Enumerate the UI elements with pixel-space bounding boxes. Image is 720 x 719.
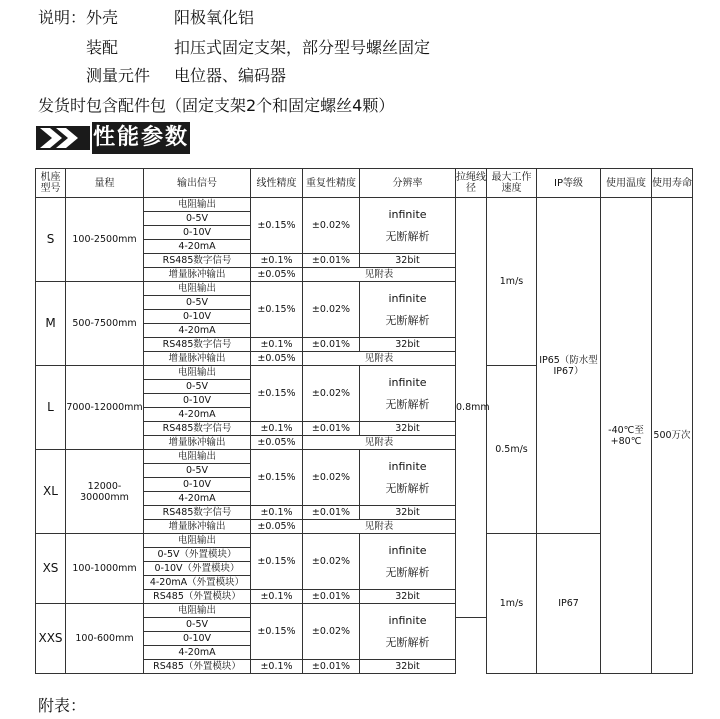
linear-cell: ±0.15%: [251, 534, 303, 590]
range-cell: 100-600mm: [66, 604, 144, 674]
linear-cell: ±0.05%: [251, 352, 303, 366]
repeat-cell: ±0.02%: [303, 604, 360, 660]
linear-cell: ±0.15%: [251, 282, 303, 338]
pulse-note-cell: 见附表: [303, 520, 456, 534]
speed-cell: 0.5m/s: [487, 366, 537, 534]
output-cell: 电阻输出: [144, 282, 251, 296]
model-cell: M: [36, 282, 66, 366]
output-cell: 电阻输出: [144, 604, 251, 618]
repeat-cell: ±0.01%: [303, 660, 360, 674]
output-cell: 增量脉冲输出: [144, 268, 251, 282]
speed-cell: 1m/s: [487, 534, 537, 674]
header-life: 使用寿命: [652, 169, 693, 198]
pulse-note-cell: 见附表: [303, 352, 456, 366]
header-speed: 最大工作速度: [487, 169, 537, 198]
pulse-note-cell: 见附表: [303, 436, 456, 450]
output-cell: 0-10V: [144, 478, 251, 492]
resolution-infinite: infinite: [388, 375, 427, 389]
range-cell: 7000-12000mm: [66, 366, 144, 450]
section-title: 性能参数: [92, 122, 190, 154]
rope-cell: 0.8mm: [456, 198, 487, 618]
output-cell: 4-20mA（外置模块）: [144, 576, 251, 590]
repeat-cell: ±0.02%: [303, 198, 360, 254]
output-cell: 0-10V（外置模块）: [144, 562, 251, 576]
bits-cell: 32bit: [360, 590, 456, 604]
resolution-stepless: 无断解析: [385, 635, 430, 649]
output-cell: 0-10V: [144, 310, 251, 324]
header-rope: 拉绳线径: [456, 169, 487, 198]
output-cell: 0-10V: [144, 226, 251, 240]
output-cell: 电阻输出: [144, 450, 251, 464]
linear-cell: ±0.15%: [251, 604, 303, 660]
range-cell: 100-1000mm: [66, 534, 144, 604]
repeat-cell: ±0.01%: [303, 590, 360, 604]
linear-cell: ±0.1%: [251, 254, 303, 268]
range-cell: 500-7500mm: [66, 282, 144, 366]
resolution-stepless: 无断解析: [385, 481, 430, 495]
header-range: 量程: [66, 169, 144, 198]
output-cell: 0-5V: [144, 380, 251, 394]
output-cell: 4-20mA: [144, 492, 251, 506]
intro-line-element: [86, 66, 287, 86]
resolution-stepless: 无断解析: [385, 565, 430, 579]
resolution-cell: [360, 198, 456, 254]
resolution-cell: [360, 282, 456, 338]
resolution-infinite: infinite: [388, 291, 427, 305]
repeat-cell: ±0.02%: [303, 450, 360, 506]
resolution-infinite: infinite: [388, 613, 427, 627]
header-temp: 使用温度: [601, 169, 652, 198]
resolution-stepless: 无断解析: [385, 229, 430, 243]
model-cell: S: [36, 198, 66, 282]
output-cell: 增量脉冲输出: [144, 436, 251, 450]
appendix-label: 附表：: [38, 696, 87, 715]
element-label: 测量元件: [86, 66, 151, 85]
output-cell: RS485（外置模块）: [144, 660, 251, 674]
resolution-stepless: 无断解析: [385, 397, 430, 411]
linear-cell: ±0.1%: [251, 422, 303, 436]
output-cell: 0-5V: [144, 212, 251, 226]
spec-table: [35, 168, 693, 674]
output-cell: 0-10V: [144, 394, 251, 408]
repeat-cell: ±0.01%: [303, 422, 360, 436]
output-cell: 电阻输出: [144, 198, 251, 212]
range-cell: 12000-30000mm: [66, 450, 144, 534]
output-cell: 4-20mA: [144, 408, 251, 422]
linear-cell: ±0.15%: [251, 450, 303, 506]
life-cell: 500万次: [652, 198, 693, 674]
output-cell: 增量脉冲输出: [144, 352, 251, 366]
bits-cell: 32bit: [360, 254, 456, 268]
temp-cell: -40℃至+80℃: [601, 198, 652, 674]
repeat-cell: ±0.01%: [303, 338, 360, 352]
output-cell: RS485（外置模块）: [144, 590, 251, 604]
bits-cell: 32bit: [360, 506, 456, 520]
table-row: [36, 198, 693, 212]
linear-cell: ±0.15%: [251, 198, 303, 254]
element-value: 电位器、编码器: [174, 66, 287, 85]
housing-label: 说明：外壳: [38, 8, 119, 27]
output-cell: 0-10V: [144, 632, 251, 646]
output-cell: RS485数字信号: [144, 254, 251, 268]
model-cell: XXS: [36, 604, 66, 674]
speed-cell: 1m/s: [487, 198, 537, 366]
repeat-cell: ±0.01%: [303, 506, 360, 520]
double-chevron-icon: [36, 126, 90, 150]
header-row: [36, 169, 693, 198]
linear-cell: ±0.1%: [251, 338, 303, 352]
resolution-infinite: infinite: [388, 207, 427, 221]
bits-cell: 32bit: [360, 660, 456, 674]
header-model: 机座型号: [36, 169, 66, 198]
intro-line-housing: [38, 8, 255, 28]
output-cell: 0-5V（外置模块）: [144, 548, 251, 562]
linear-cell: ±0.1%: [251, 590, 303, 604]
output-cell: 0-5V: [144, 618, 251, 632]
intro-line-assembly: [86, 38, 431, 58]
housing-value: 阳极氧化铝: [174, 8, 255, 27]
resolution-cell: [360, 366, 456, 422]
resolution-stepless: 无断解析: [385, 313, 430, 327]
bits-cell: 32bit: [360, 422, 456, 436]
output-cell: 4-20mA: [144, 646, 251, 660]
output-cell: RS485数字信号: [144, 422, 251, 436]
resolution-cell: [360, 450, 456, 506]
model-cell: XL: [36, 450, 66, 534]
linear-cell: ±0.05%: [251, 436, 303, 450]
linear-cell: ±0.15%: [251, 366, 303, 422]
repeat-cell: ±0.02%: [303, 366, 360, 422]
repeat-cell: ±0.02%: [303, 534, 360, 590]
resolution-infinite: infinite: [388, 543, 427, 557]
output-cell: 0-5V: [144, 464, 251, 478]
linear-cell: ±0.05%: [251, 520, 303, 534]
output-cell: RS485数字信号: [144, 506, 251, 520]
output-cell: 增量脉冲输出: [144, 520, 251, 534]
output-cell: 4-20mA: [144, 240, 251, 254]
output-cell: 电阻输出: [144, 534, 251, 548]
assembly-label: 装配: [86, 38, 119, 57]
output-cell: 4-20mA: [144, 324, 251, 338]
header-ip: IP等级: [537, 169, 601, 198]
pulse-note-cell: 见附表: [303, 268, 456, 282]
linear-cell: ±0.1%: [251, 506, 303, 520]
resolution-cell: [360, 604, 456, 660]
model-cell: XS: [36, 534, 66, 604]
intro-line-package: 发货时包含配件包（固定支架2个和固定螺丝4颗）: [38, 96, 395, 115]
ip-cell: IP65（防水型IP67）: [537, 198, 601, 534]
header-output: 输出信号: [144, 169, 251, 198]
header-repeat: 重复性精度: [303, 169, 360, 198]
table-row: [36, 534, 693, 548]
assembly-value: 扣压式固定支架，部分型号螺丝固定: [174, 38, 431, 57]
repeat-cell: ±0.02%: [303, 282, 360, 338]
output-cell: 0-5V: [144, 296, 251, 310]
section-banner: [36, 122, 190, 154]
ip-cell: IP67: [537, 534, 601, 674]
header-resolution: 分辨率: [360, 169, 456, 198]
model-cell: L: [36, 366, 66, 450]
bits-cell: 32bit: [360, 338, 456, 352]
output-cell: RS485数字信号: [144, 338, 251, 352]
linear-cell: ±0.1%: [251, 660, 303, 674]
repeat-cell: ±0.01%: [303, 254, 360, 268]
range-cell: 100-2500mm: [66, 198, 144, 282]
resolution-infinite: infinite: [388, 459, 427, 473]
resolution-cell: [360, 534, 456, 590]
output-cell: 电阻输出: [144, 366, 251, 380]
linear-cell: ±0.05%: [251, 268, 303, 282]
header-linear: 线性精度: [251, 169, 303, 198]
